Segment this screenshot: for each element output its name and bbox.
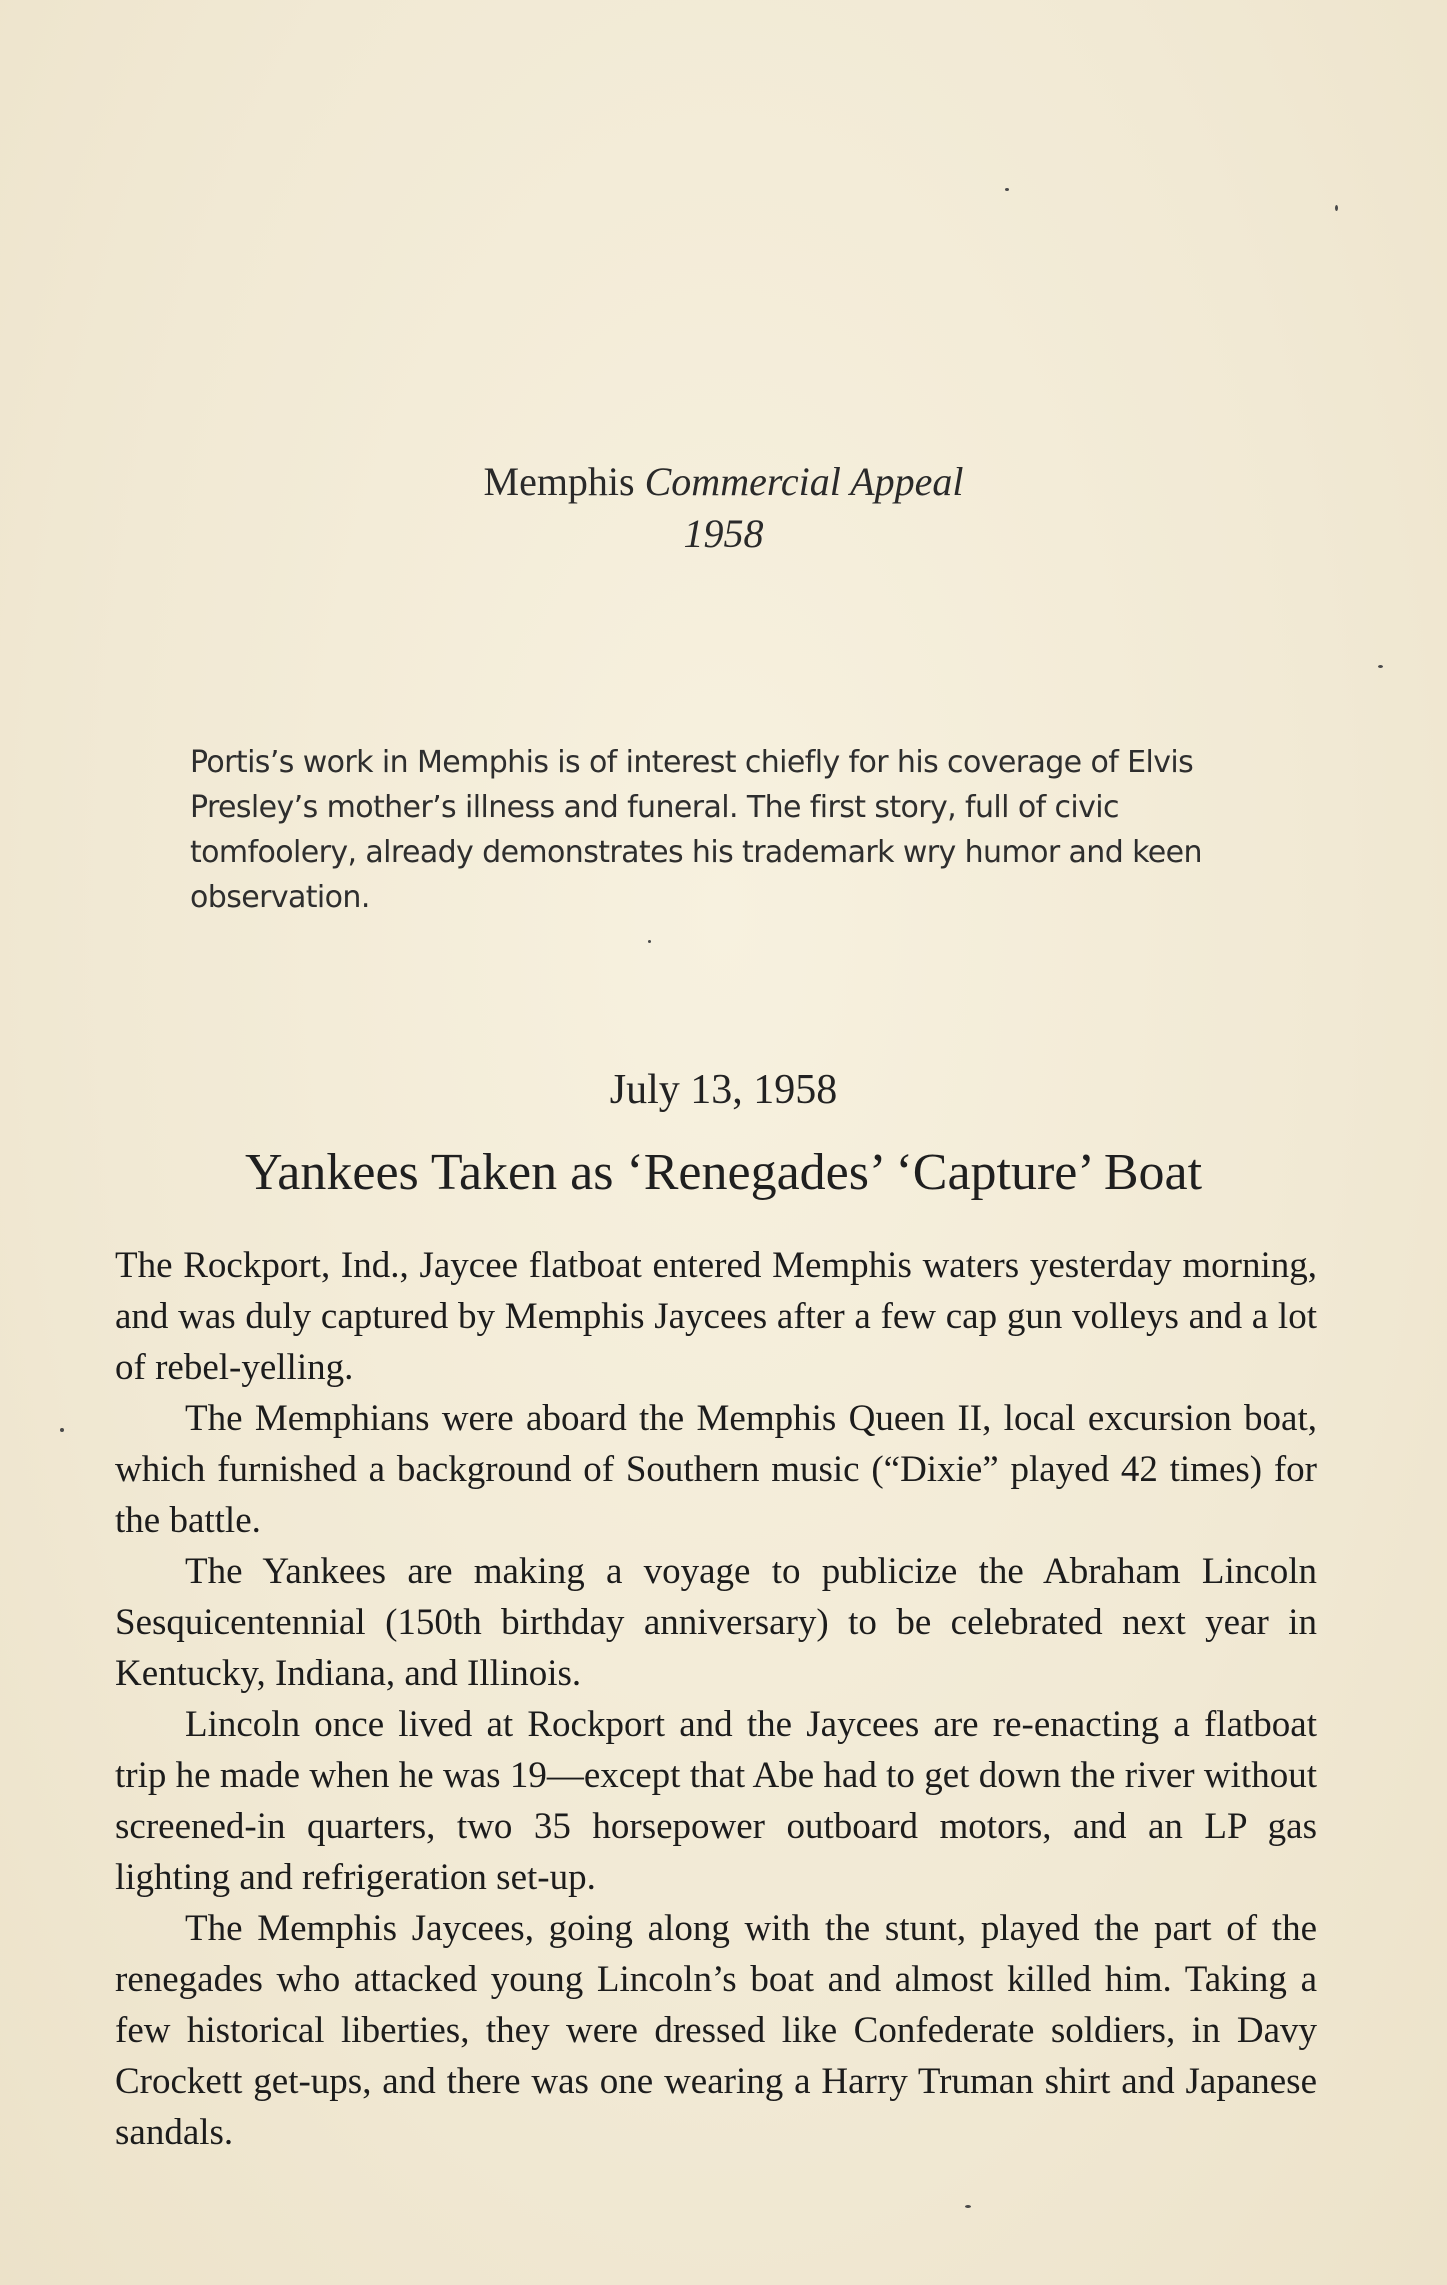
article-paragraph: Lincoln once lived at Rockport and the Jaycees are re-enacting a flatboat trip he made when he was 19—except that Abe had to get down the river without screened-in quarters, two 35 horsepower outboard motors, and an LP gas lighting and refrigeration set-up. xyxy=(115,1704,1317,1898)
source-heading xyxy=(0,455,1447,559)
source-title-italic: Commercial Appeal xyxy=(644,459,964,504)
paper-speck xyxy=(60,1428,64,1432)
paper-speck xyxy=(648,940,651,943)
source-year: 1958 xyxy=(683,511,764,556)
article-paragraph: The Yankees are making a voyage to publicize the Abraham Lincoln Sesquicentennial (150th birthday anniversary) to be celebrated next year in Kentucky, Indiana, and Illinois. xyxy=(115,1551,1317,1694)
article-date: July 13, 1958 xyxy=(609,1067,838,1113)
article-paragraph: The Rockport, Ind., Jaycee flatboat entered Memphis waters yesterday morning, and was duly captured by Memphis Jaycees after a few cap gun volleys and a lot of rebel-yelling. xyxy=(115,1245,1317,1388)
paper-speck xyxy=(965,2205,971,2208)
source-title xyxy=(0,455,1447,509)
intro-paragraph: Portis’s work in Memphis is of interest chiefly for his coverage of Elvis Presley’s mother’s illness and funeral. The first story, full of civic tomfoolery, already demonstrates his trademark wry humor and keen observation. xyxy=(190,745,1202,915)
paper-speck xyxy=(1005,188,1009,191)
article-paragraph: The Memphians were aboard the Memphis Queen II, local excursion boat, which furnished a background of Southern music (“Dixie” played 42 times) for the battle. xyxy=(115,1398,1317,1541)
paper-speck xyxy=(1335,205,1338,211)
paper-speck xyxy=(1378,665,1383,668)
article-headline: Yankees Taken as ‘Renegades’ ‘Capture’ Boat xyxy=(244,1144,1203,1201)
source-title-prefix: Memphis xyxy=(483,459,645,504)
article-body xyxy=(115,1240,1317,2158)
article-paragraph: The Memphis Jaycees, going along with the stunt, played the part of the renegades who attacked young Lincoln’s boat and almost killed him. Taking a few historical liberties, they were dressed like Confederate soldiers, in Davy Crockett get-ups, and there was one wearing a Harry Truman shirt and Japanese sandals. xyxy=(115,1908,1317,2153)
